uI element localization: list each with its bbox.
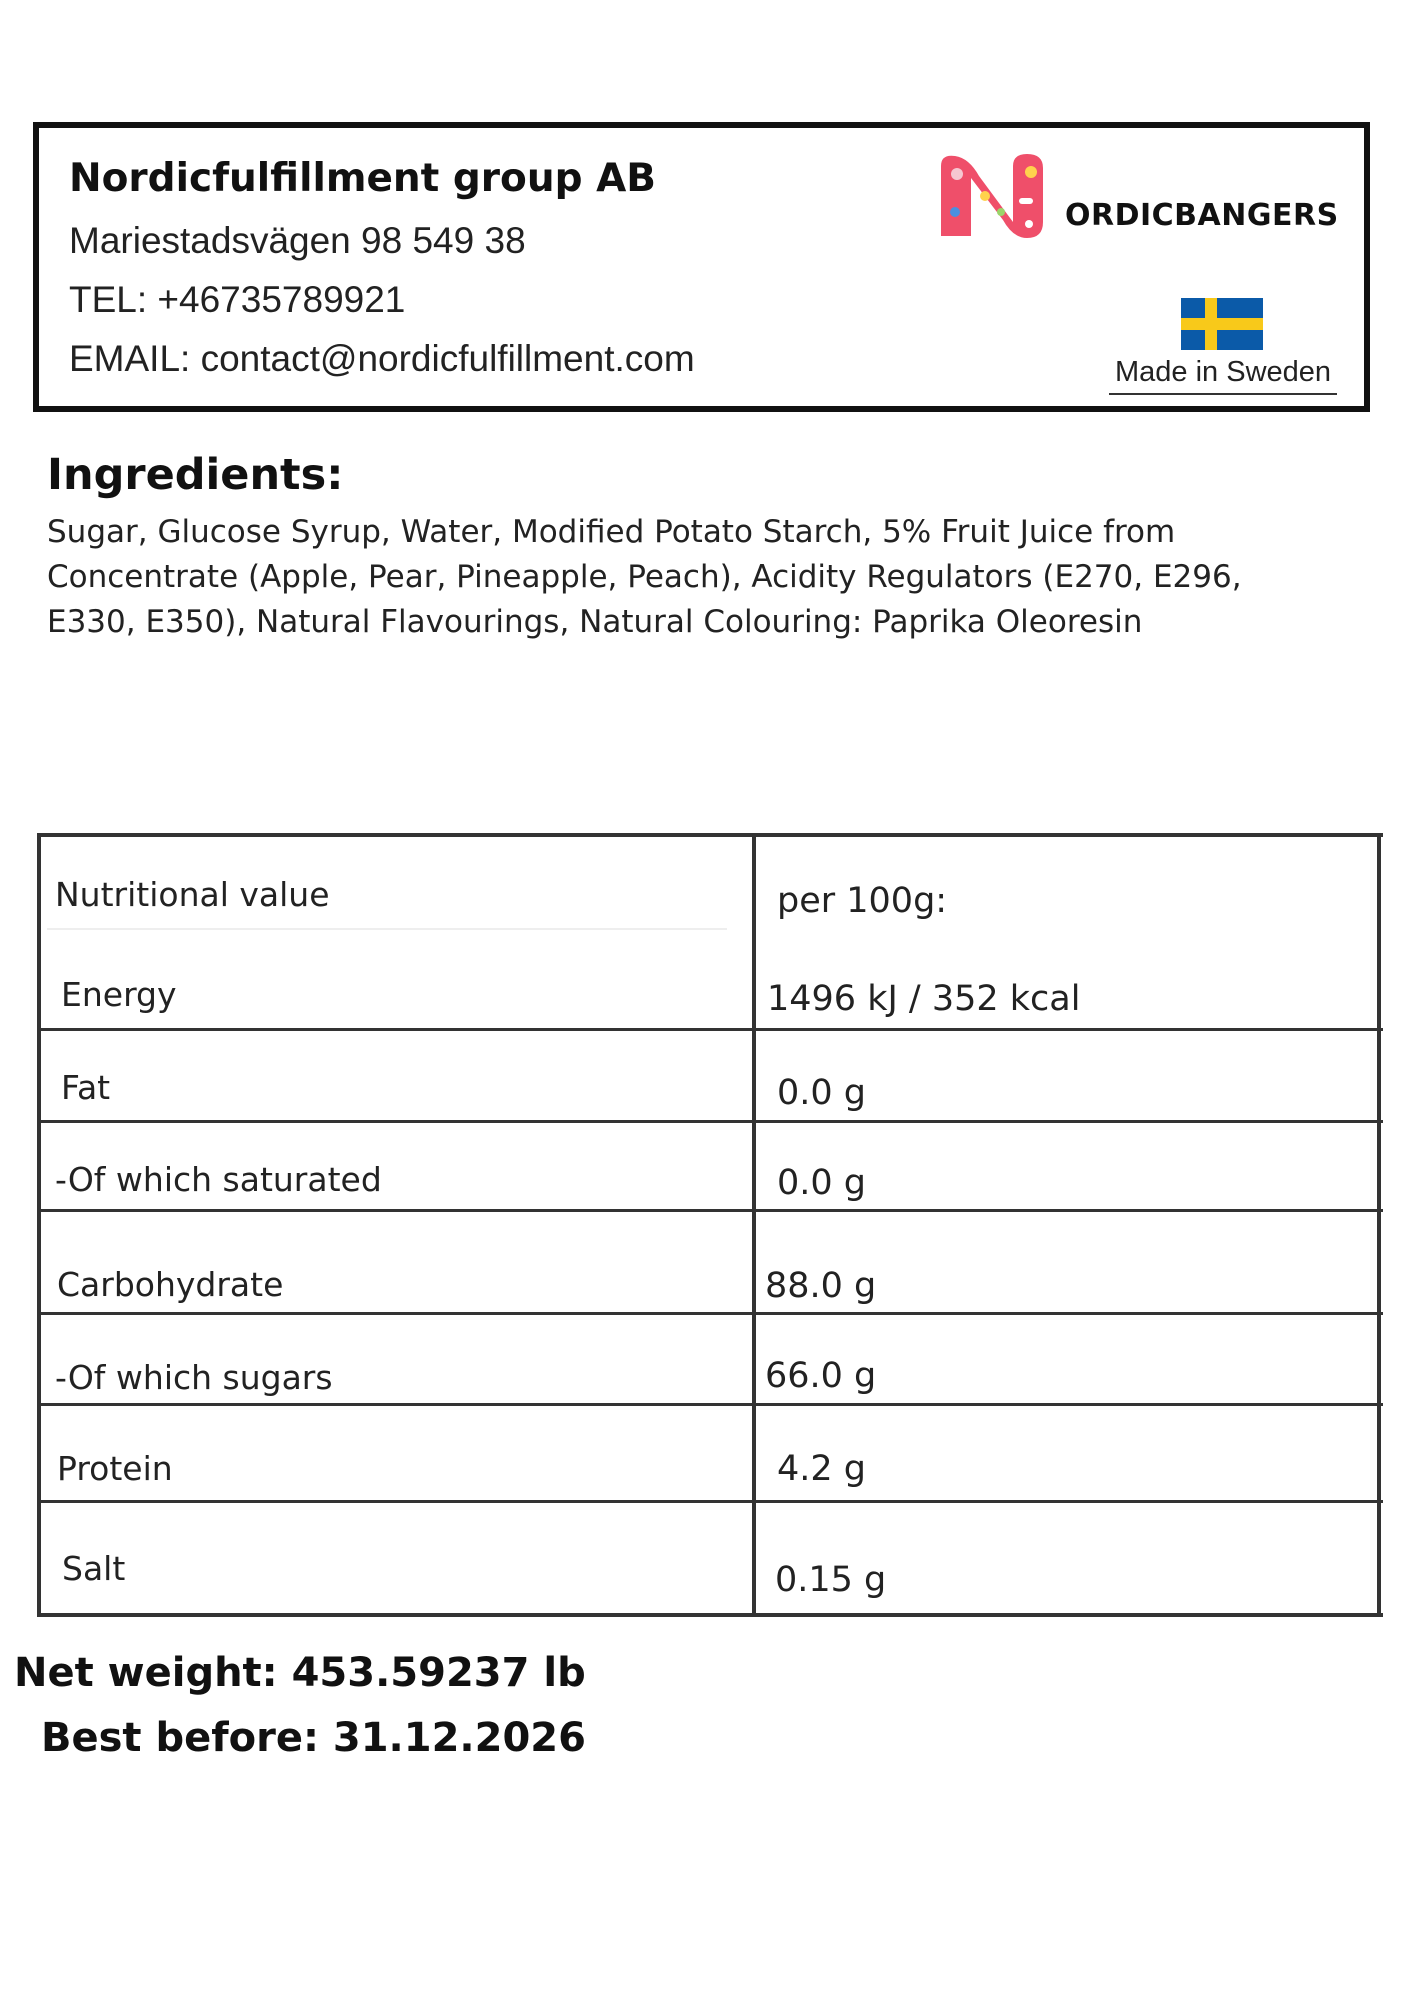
company-info-box xyxy=(33,122,1370,412)
nutrition-value-protein: 4.2 g xyxy=(777,1449,867,1489)
nutrition-label-fat: Fat xyxy=(61,1068,111,1107)
swedish-flag-icon xyxy=(1181,298,1263,350)
table-row-divider xyxy=(37,1500,1383,1503)
nutrition-value-carbohydrate: 88.0 g xyxy=(765,1266,877,1306)
nutrition-header-label: Nutritional value xyxy=(55,875,330,914)
company-phone: TEL: +46735789921 xyxy=(69,279,406,320)
company-name: Nordicfulfillment group AB xyxy=(69,156,656,201)
table-row-divider xyxy=(37,1403,1383,1406)
made-in-sweden-label: Made in Sweden xyxy=(1109,356,1337,395)
table-border-left xyxy=(37,833,41,1617)
nutrition-label-salt: Salt xyxy=(62,1549,126,1588)
ingredients-title: Ingredients: xyxy=(47,450,344,500)
nutrition-value-energy: 1496 kJ / 352 kcal xyxy=(767,979,1081,1019)
company-address: Mariestadsvägen 98 549 38 xyxy=(69,220,526,261)
best-before: Best before: 31.12.2026 xyxy=(41,1715,586,1761)
nutrition-table xyxy=(37,833,1383,1618)
ingredients-text: Sugar, Glucose Syrup, Water, Modified Potato Starch, 5% Fruit Juice from Concentrate (Apple, Pear, Pineapple, Peach), Acidity Regulators (E270, E296, E330, E350), Natural Flavourings, Natural Colouring: Paprika Oleoresin xyxy=(47,514,1242,640)
nutrition-label-protein: Protein xyxy=(57,1449,173,1488)
nutrition-value-salt: 0.15 g xyxy=(775,1560,887,1600)
company-email: EMAIL: contact@nordicfulfillment.com xyxy=(69,338,695,379)
table-border-right xyxy=(1377,833,1381,1617)
logo-wordmark: ORDICBANGERS xyxy=(1065,198,1339,233)
nutrition-value-saturated: 0.0 g xyxy=(777,1163,867,1203)
nutrition-label-carbohydrate: Carbohydrate xyxy=(57,1265,284,1304)
table-border-top xyxy=(37,833,1383,837)
table-border-bottom xyxy=(37,1613,1383,1617)
nutrition-label-saturated: -Of which saturated xyxy=(55,1160,382,1199)
nutrition-header-value: per 100g: xyxy=(777,881,948,921)
table-row-divider xyxy=(37,1028,1383,1031)
table-row-divider xyxy=(37,1209,1383,1212)
nutrition-value-sugars: 66.0 g xyxy=(765,1356,877,1396)
nordicbangers-logo xyxy=(935,152,1345,242)
header-underline xyxy=(47,928,727,930)
net-weight: Net weight: 453.59237 lb xyxy=(14,1650,586,1696)
table-row-divider xyxy=(37,1312,1383,1315)
table-column-divider xyxy=(752,833,756,1617)
nutrition-label-sugars: -Of which sugars xyxy=(55,1358,333,1397)
nutrition-label-energy: Energy xyxy=(61,975,177,1014)
table-row-divider xyxy=(37,1120,1383,1123)
logo-n-icon xyxy=(935,152,1065,242)
nutrition-value-fat: 0.0 g xyxy=(777,1073,867,1113)
